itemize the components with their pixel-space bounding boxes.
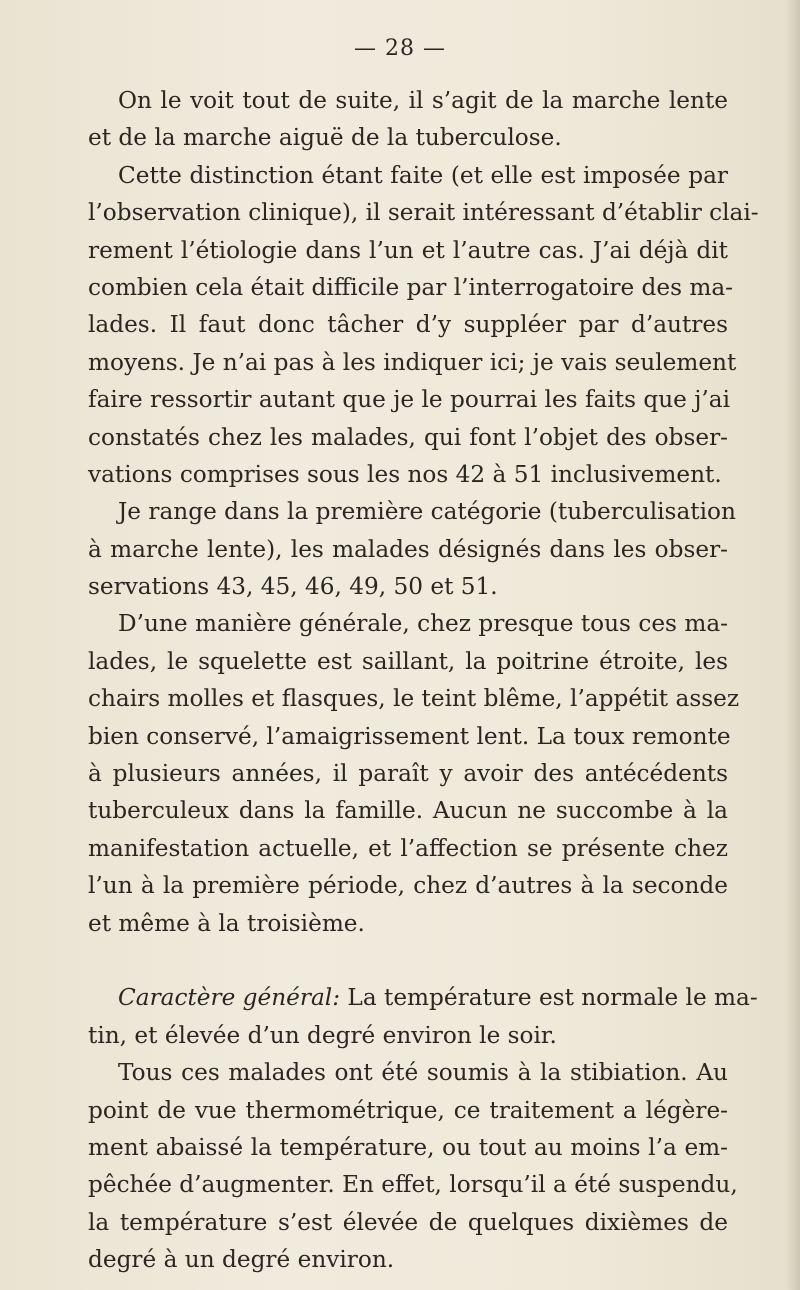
text-line: constatés chez les malades, qui font l’objet des obser- xyxy=(88,423,728,451)
text-line: chairs molles et flasques, le teint blême, l’appétit assez xyxy=(88,685,740,713)
text-line: servations 43, 45, 46, 49, 50 et 51. xyxy=(88,573,498,601)
text-line: la température s’est élevée de quelques dixièmes de xyxy=(88,1208,728,1236)
section-caption-line xyxy=(88,979,758,1016)
text-line: et de la marche aiguë de la tuberculose. xyxy=(88,124,562,152)
text-line: Je range dans la première catégorie (tuberculisation xyxy=(118,498,736,526)
text-line: bien conservé, l’amaigrissement lent. La toux remonte xyxy=(88,722,731,750)
text-line: combien cela était difficile par l’interrogatoire des ma- xyxy=(88,273,734,301)
text-line: vations comprises sous les nos 42 à 51 inclusivement. xyxy=(88,460,722,488)
section-caption-text: La température est normale le ma- xyxy=(340,984,758,1012)
text-line: lades, le squelette est saillant, la poitrine étroite, les xyxy=(88,647,728,675)
text-line: rement l’étiologie dans l’un et l’autre cas. J’ai déjà dit xyxy=(88,236,728,264)
text-line: Tous ces malades ont été soumis à la stibiation. Au xyxy=(118,1059,728,1087)
text-line: manifestation actuelle, et l’affection se présente chez xyxy=(88,834,728,862)
text-line: degré à un degré environ. xyxy=(88,1246,395,1274)
text-line: l’un à la première période, chez d’autres à la seconde xyxy=(88,872,728,900)
text-line: à plusieurs années, il paraît y avoir des antécédents xyxy=(88,760,728,788)
text-line: l’observation clinique), il serait intéressant d’établir clai- xyxy=(88,199,759,227)
text-line: faire ressortir autant que je le pourrai les faits que j’ai xyxy=(88,386,731,414)
text-line: tin, et élevée d’un degré environ le soir. xyxy=(88,1021,557,1049)
text-line: Cette distinction étant faite (et elle est imposée par xyxy=(118,161,728,189)
text-line: ment abaissé la température, ou tout au moins l’a em- xyxy=(88,1133,728,1161)
text-line: moyens. Je n’ai pas à les indiquer ici; je vais seulement xyxy=(88,348,737,376)
page-number: — 28 — xyxy=(354,36,446,61)
page-edge-shadow xyxy=(786,0,800,1290)
text-line: et même à la troisième. xyxy=(88,909,365,937)
text-line: lades. Il faut donc tâcher d’y suppléer par d’autres xyxy=(88,311,728,339)
text-line: pêchée d’augmenter. En effet, lorsqu’il a été suspendu, xyxy=(88,1171,738,1199)
text-line: tuberculeux dans la famille. Aucun ne succombe à la xyxy=(88,797,728,825)
text-line: On le voit tout de suite, il s’agit de la marche lente xyxy=(118,87,728,114)
text-line: point de vue thermométrique, ce traitement a légère- xyxy=(88,1096,728,1124)
body-text xyxy=(88,82,759,1279)
text-line: à marche lente), les malades désignés dans les obser- xyxy=(88,535,728,563)
text-line: D’une manière générale, chez presque tous ces ma- xyxy=(118,610,728,638)
section-caption-title: Caractère général: xyxy=(118,984,341,1012)
